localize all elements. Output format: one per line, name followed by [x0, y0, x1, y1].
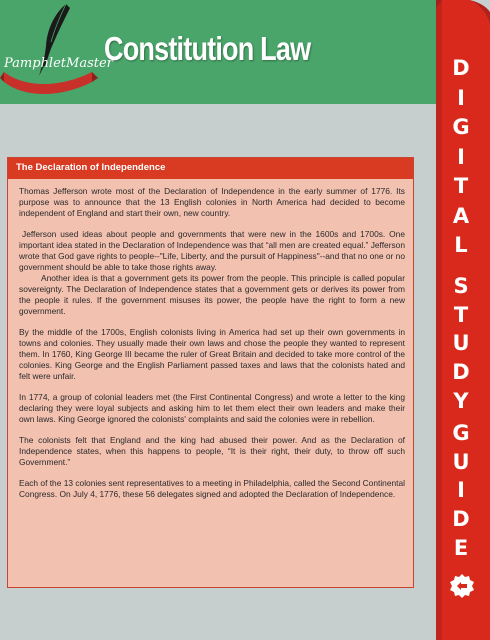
- spine-letter: D: [452, 56, 470, 80]
- spine-letter: I: [457, 144, 465, 169]
- content-panel: [7, 157, 414, 588]
- spine-letter: S: [453, 274, 469, 299]
- paragraph: In 1774, a group of colonial leaders met (the First Continental Congress) and wrote a letter to the king declaring they were loyal subjects and asking him to let them elect their own leaders and make their own laws. King George ignored the colonists' complaints and said the colonies were in rebellion.: [19, 392, 405, 424]
- spine-letter: L: [454, 233, 468, 257]
- logo-text: PamphletMaster: [4, 56, 113, 71]
- spine-letter: A: [452, 203, 470, 228]
- spine-letter: G: [452, 115, 470, 139]
- spine-letter: G: [452, 421, 470, 446]
- paragraph: Jefferson used ideas about people and governments that were new in the 1600s and 1700s. One important idea stated in the Declaration of Independence was that “all men are created equal.” Jefferson wrote that God gave rights to people--"Life, Liberty, and the pursuit of Happiness"--and that no one or no government should be able to take those rights away.: [19, 229, 405, 272]
- spine-letter: U: [452, 331, 470, 356]
- panel-heading: The Declaration of Independence: [16, 162, 166, 173]
- spine-letter: I: [457, 85, 465, 110]
- spine-letter: U: [452, 449, 470, 474]
- spine-letter: I: [457, 478, 465, 503]
- spine-letter: E: [453, 535, 469, 560]
- page-title: Constitution Law: [104, 30, 311, 67]
- spine-letter: Y: [453, 388, 469, 413]
- paragraph: Another idea is that a government gets its power from the people. This principle is called popular sovereignty. The Declaration of Independence states that a government gets or derives its power from the people it rules. If the government misuses its power, the people have the right to form a new government.: [19, 273, 405, 316]
- spine-letter: D: [452, 360, 470, 384]
- quill-logo-icon: [0, 0, 100, 104]
- panel-header: [8, 158, 413, 179]
- spine-letter: D: [452, 507, 470, 531]
- spine-letter: T: [453, 174, 469, 198]
- paragraph: Thomas Jefferson wrote most of the Declaration of Independence in the early summer of 1776. Its purpose was to announce that the 13 English colonies in North America had decided to become independent of England and start their own, new country.: [19, 186, 405, 218]
- panel-body: [19, 186, 405, 510]
- paragraph: Each of the 13 colonies sent representatives to a meeting in Philadelphia, called the Second Continental Congress. On July 4, 1776, these 56 delegates signed and adopted the Declaration of Independence.: [19, 478, 405, 499]
- paragraph: By the middle of the 1700s, English colonists living in America had set up their own governments in towns and colonies. They usually made their own laws and chose the people they wanted to represent them. In 1760, King George III became the ruler of Great Britain and decided to take more control of the colonies. King George and the English Parliament passed taxes and laws that the colonists hated and felt were unfair.: [19, 327, 405, 381]
- spine-letter: T: [453, 302, 469, 327]
- paragraph: The colonists felt that England and the king had abused their power. And as the Declaration of Independence states, when this happens to people, “It is their right, their duty, to throw off such Government.”: [19, 435, 405, 467]
- seal-badge-icon: [449, 573, 475, 599]
